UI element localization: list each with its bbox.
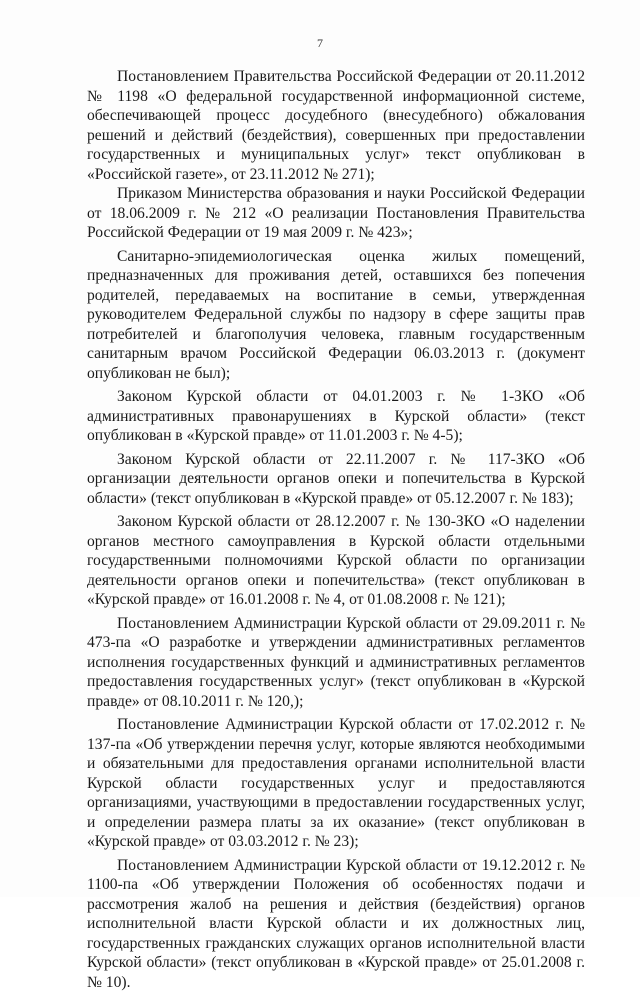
- paragraph-law-1-zko: Законом Курской области от 04.01.2003 г. № 1-ЗКО «Об административных правонарушениях в Курской области» (текст опубликован в «Курской правде» от 11.01.2003 г. № 4-5);: [87, 387, 585, 446]
- paragraph-decree-1100-pa: Постановлением Администрации Курской области от 19.12.2012 г. № 1100-па «Об утверждении Положения об особенностях подачи и рассмотрения жалоб на решения и действия (бездействия) органов исполнительной власти Курской области и их должностных лиц, государственных гражданских служащих органов исполнительной власти Курской области» (текст опубликован в «Курской правде» от 25.01.2008 г. № 10).: [87, 856, 585, 992]
- paragraph-decree-473-pa: Постановлением Администрации Курской области от 29.09.2011 г. № 473-па «О разработке и утверждении административных регламентов исполнения государственных функций и административных регламентов предоставления государственных услуг» (текст опубликован в «Курской правде» от 08.10.2011 г. № 120,);: [87, 614, 585, 712]
- paragraph-law-130-zko: Законом Курской области от 28.12.2007 г. № 130-ЗКО «О наделении органов местного самоуправления в Курской области отдельными государственными полномочиями Курской области по организации деятельности органов опеки и попечительства» (текст опубликован в «Курской правде» от 16.01.2008 г. № 4, от 01.08.2008 г. № 121);: [87, 512, 585, 610]
- paragraph-decree-137-pa: Постановление Администрации Курской области от 17.02.2012 г. № 137-па «Об утверждении перечня услуг, которые являются необходимыми и обязательными для предоставления органами исполнительной власти Курской области государственных услуг и предоставляются организациями, участвующими в предоставлении государственных услуг, и определении размера платы за их оказание» (текст опубликован в «Курской правде» от 03.03.2012 г. № 23);: [87, 715, 585, 852]
- paragraph-ministry-order-212: Приказом Министерства образования и науки Российской Федерации от 18.06.2009 г. № 212 «О реализации Постановления Правительства Российской Федерации от 19 мая 2009 г. № 423»;: [87, 184, 585, 243]
- paragraph-sanitary-assessment: Санитарно-эпидемиологическая оценка жилых помещений, предназначенных для проживания детей, оставшихся без попечения родителей, передаваемых на воспитание в семьи, утвержденная руководителем Федеральной службы по надзору в сфере защиты прав потребителей и благополучия человека, главным государственным санитарным врачом Российской Федерации 06.03.2013 г. (документ опубликован не был);: [87, 247, 585, 384]
- paragraph-government-decree-1198: Постановлением Правительства Российской Федерации от 20.11.2012 № 1198 «О федеральной государственной информационной системе, обеспечивающей процесс досудебного (внесудебного) обжалования решений и действий (бездействия), совершенных при предоставлении государственных и муниципальных услуг» текст опубликован в «Российской газете», от 23.11.2012 № 271);: [87, 67, 585, 184]
- paragraph-law-117-zko: Законом Курской области от 22.11.2007 г. № 117-ЗКО «Об организации деятельности органов опеки и попечительства в Курской области» (текст опубликован в «Курской правде» от 05.12.2007 г. № 183);: [87, 450, 585, 509]
- document-body: [87, 67, 585, 992]
- page-number: 7: [0, 36, 640, 50]
